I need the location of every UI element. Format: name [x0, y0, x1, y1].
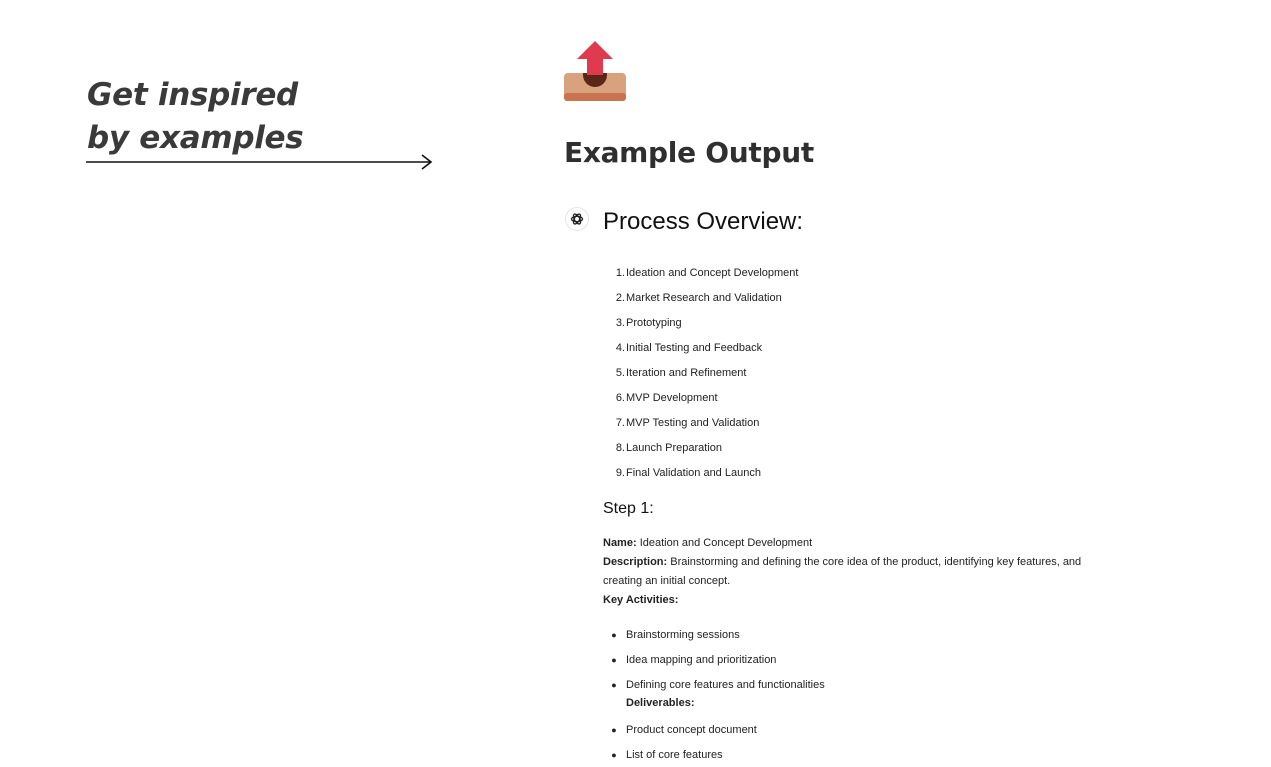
step-number: 2. [615, 292, 625, 305]
list-item [603, 261, 798, 286]
step-label: Ideation and Concept Development [626, 267, 799, 280]
list-item [603, 435, 798, 460]
list-item: ● Defining core features and functionalities [603, 672, 825, 697]
tagline [87, 74, 437, 160]
process-overview-title: Process Overview: [603, 208, 804, 235]
step-number: 6. [615, 391, 625, 404]
step-1-title: Step 1: [603, 500, 654, 517]
key-activities-list [603, 622, 825, 697]
step-description-label: Description: [603, 556, 668, 568]
step-name-label: Name: [603, 537, 637, 549]
tagline-line-1: Get inspired [87, 77, 298, 113]
step-name-value: Ideation and Concept Development [639, 537, 813, 549]
step-number: 9. [615, 466, 625, 479]
list-item: ● Idea mapping and prioritization [603, 647, 825, 672]
example-output-title: Example Output [564, 136, 814, 169]
step-number: 4. [615, 342, 625, 355]
bullet-icon: ● [611, 654, 617, 665]
bullet-icon: ● [611, 629, 617, 640]
tagline-line-2: by examples [87, 120, 304, 156]
upload-tray-icon [563, 39, 627, 103]
arrow-right-icon [86, 153, 436, 171]
step-number: 5. [615, 367, 625, 379]
deliverables-list [603, 717, 757, 767]
process-steps-list [603, 261, 798, 485]
list-item [603, 460, 798, 485]
step-1-body [603, 534, 1103, 610]
list-item [603, 410, 798, 435]
list-item [603, 311, 798, 336]
step-description-value: Brainstorming and defining the core idea of the product, identifying key features, and creating an initial concept. [603, 556, 1082, 587]
step-number: 3. [615, 317, 625, 330]
step-name-row [603, 534, 1103, 553]
step-label: Final Validation and Launch [626, 466, 761, 479]
step-label: Launch Preparation [626, 441, 723, 454]
step-number: 7. [615, 416, 625, 429]
list-item [603, 286, 798, 311]
step-number: 8. [615, 441, 625, 454]
list-item [603, 385, 798, 410]
step-label: Iteration and Refinement [626, 367, 747, 379]
openai-logo-icon [570, 212, 584, 226]
step-number: 1. [615, 267, 625, 280]
bullet-icon: ● [611, 679, 617, 690]
list-item: ● Brainstorming sessions [603, 622, 825, 647]
bullet-icon: ● [611, 749, 617, 760]
key-activities-label: Key Activities: [603, 594, 679, 606]
step-label: MVP Testing and Validation [626, 416, 760, 429]
assistant-avatar [565, 207, 589, 231]
step-description-row [603, 553, 1103, 591]
step-label: MVP Development [626, 391, 718, 404]
step-label: Market Research and Validation [626, 292, 782, 305]
step-label: Initial Testing and Feedback [626, 342, 763, 355]
list-item: ● List of core features [603, 742, 757, 767]
list-item [603, 336, 798, 361]
step-label: Prototyping [626, 317, 682, 330]
list-item: ● Product concept document [603, 717, 757, 742]
list-item [603, 361, 798, 386]
bullet-icon: ● [611, 724, 617, 735]
deliverables-label: Deliverables: [626, 697, 695, 709]
